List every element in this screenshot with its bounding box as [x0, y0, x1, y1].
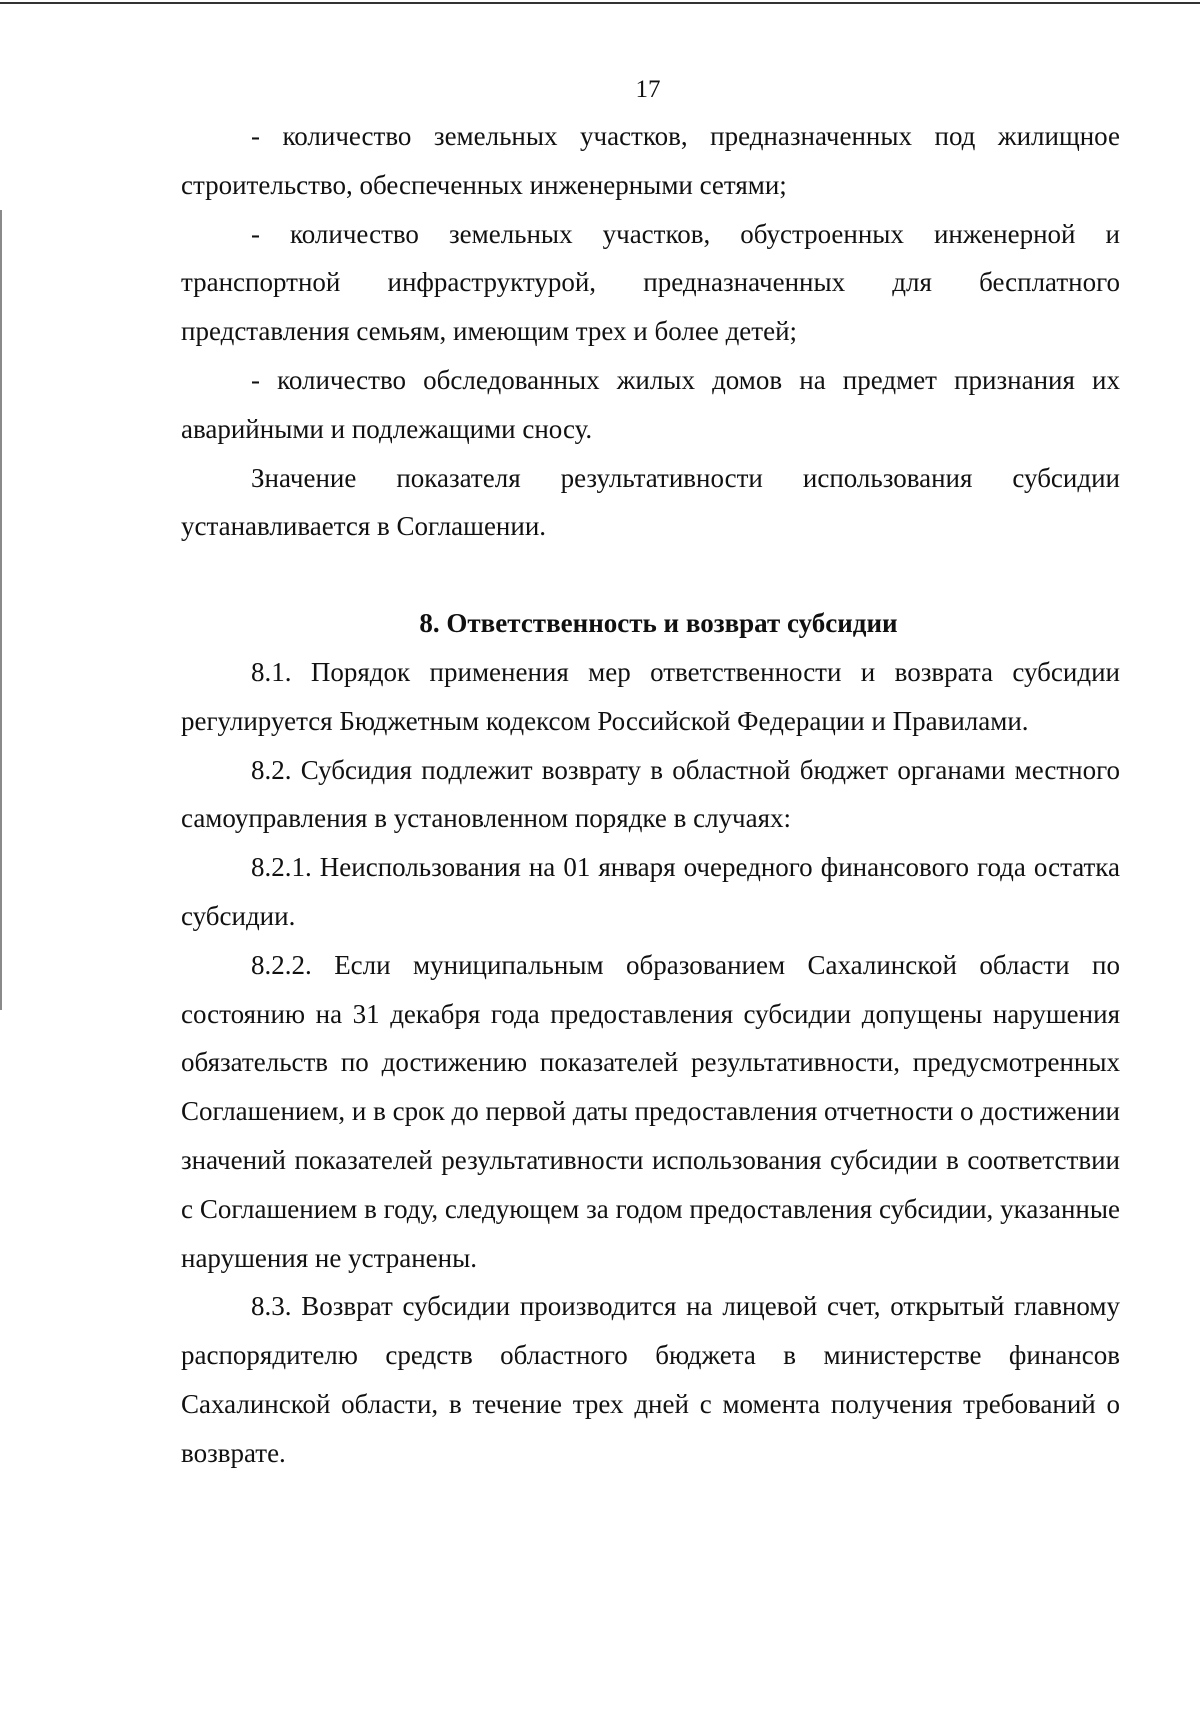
- page-left-edge: [0, 210, 2, 1010]
- list-item-inspected-houses: - количество обследованных жилых домов на предмет признания их аварийными и подлежащими сносу.: [181, 364, 1120, 444]
- list-item-land-plots-utilities: - количество земельных участков, предназначенных под жилищное строительство, обеспеченных инженерными сетями;: [181, 121, 1120, 200]
- clause-8-2: 8.2. Субсидия подлежит возврату в областной бюджет органами местного самоуправления в установленном порядке в случаях:: [181, 754, 1120, 834]
- section-spacer: [181, 551, 1120, 599]
- clause-8-2-1: 8.2.1. Неиспользования на 01 января очередного финансового года остатка субсидии.: [181, 852, 1120, 931]
- clause-8-1: 8.1. Порядок применения мер ответственности и возврата субсидии регулируется Бюджетным кодексом Российской Федерации и Правилами.: [181, 656, 1120, 736]
- list-item-land-plots-infrastructure: - количество земельных участков, обустроенных инженерной и транспортной инфраструктурой, предназначенных для бесплатного представления семьям, имеющим трех и более детей;: [181, 218, 1120, 347]
- document-body: [181, 112, 1120, 1478]
- section-heading: 8. Ответственность и возврат субсидии: [419, 608, 898, 639]
- clause-8-3: 8.3. Возврат субсидии производится на лицевой счет, открытый главному распорядителю средств областного бюджета в министерстве финансов Сахалинской области, в течение трех дней с момента получения требований о возврате.: [181, 1291, 1120, 1468]
- page-top-edge: [0, 2, 1200, 4]
- paragraph-indicator-value: Значение показателя результативности использования субсидии устанавливается в Соглашении.: [181, 462, 1120, 542]
- clause-8-2-2: 8.2.2. Если муниципальным образованием Сахалинской области по состоянию на 31 декабря года предоставления субсидии допущены нарушения обязательств по достижению показателей результативности, предусмотренных Соглашением, и в срок до первой даты предоставления отчетности о достижении значений показателей результативности использования субсидии в соответствии с Соглашением в году, следующем за годом предоставления субсидии, указанные нарушения не устранены.: [181, 949, 1120, 1273]
- page-number: 17: [635, 76, 661, 103]
